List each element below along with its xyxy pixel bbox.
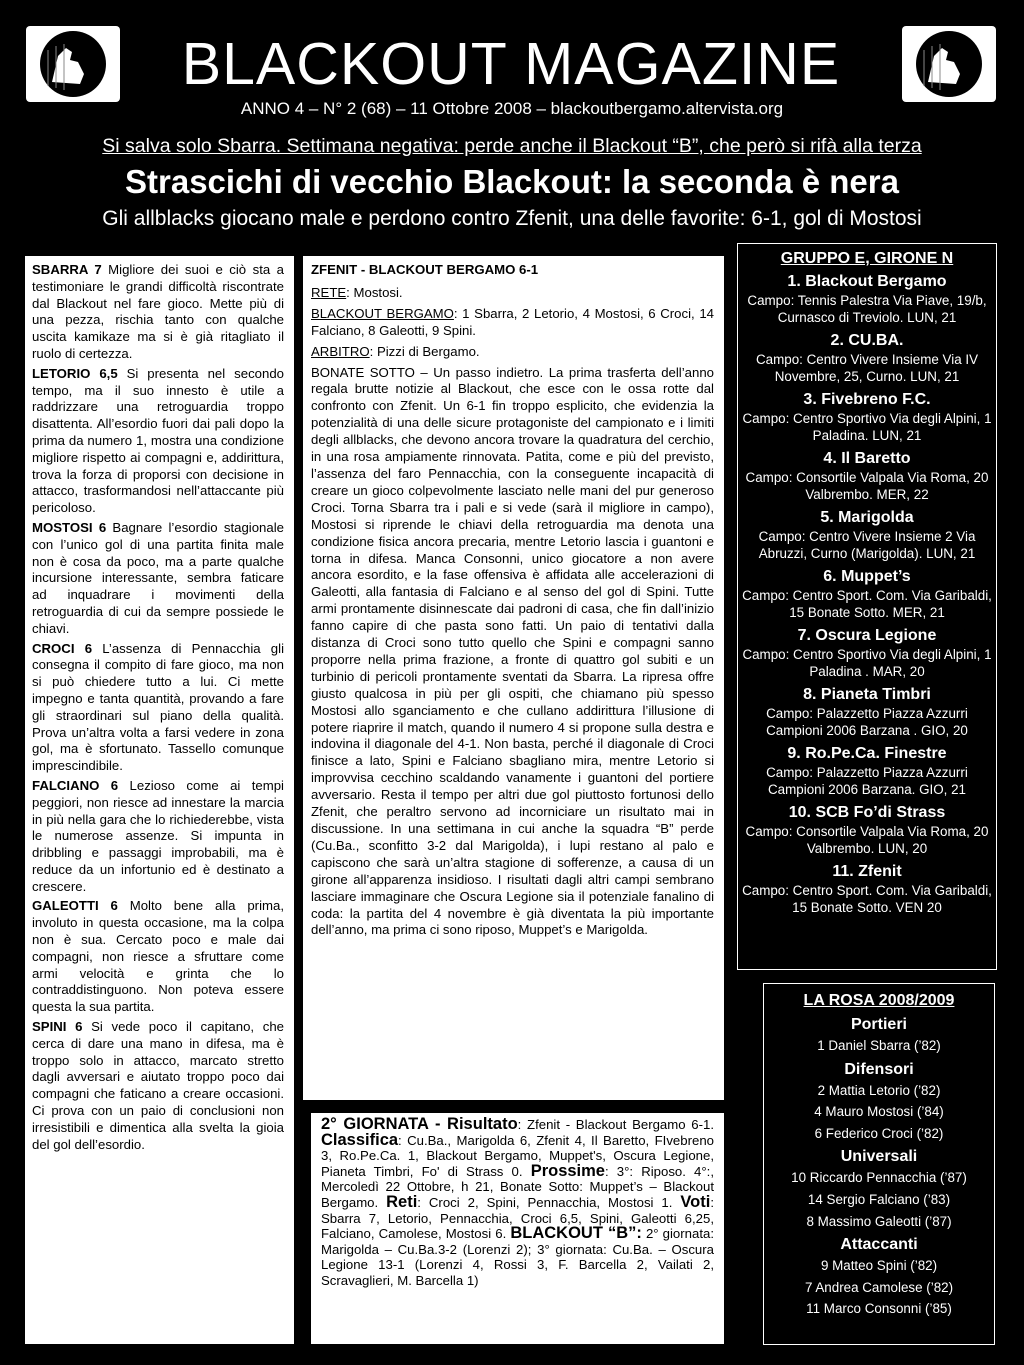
match-article	[303, 256, 724, 1100]
round-value: : Zfenit - Blackout Bergamo 6-1.	[517, 1117, 715, 1132]
rete-value: : Mostosi.	[346, 284, 403, 300]
rating-text: Si presenta nel secondo tempo, ma il suo innesto è utile a raddrizzare una retroguardia troppo disattenta. All’esordio fuori dai pali dopo la prima da numero 1, mostra una condizione migliore rispetto ai compagni e, addirittura, trova la forza di proporsi con decisione in attacco, trasformandosi nell’attaccante più pericoloso.	[32, 365, 284, 516]
team-name: 10. SCB Fo’di Strass	[788, 804, 946, 821]
team-name: 6. Muppet’s	[823, 568, 911, 585]
referee-label: ARBITRO	[311, 343, 370, 359]
team-name: 8. Pianeta Timbri	[803, 686, 931, 703]
team-name: 4. Il Baretto	[823, 450, 911, 467]
team-name: 5. Marigolda	[820, 509, 914, 526]
team-name: 1. Blackout Bergamo	[787, 273, 947, 290]
rating-name: GALEOTTI 6	[32, 898, 118, 914]
next-matches-label: Prossime	[530, 1161, 605, 1180]
blackout-logo-icon	[902, 26, 996, 102]
role-heading: Difensori	[844, 1060, 914, 1078]
referee-value: : Pizzi di Bergamo.	[369, 343, 480, 359]
rating-name: FALCIANO 6	[32, 777, 119, 793]
team-b-value: 2° giornata: Marigolda – Cu.Ba.3-2 (Lorenzi 2); 3° giornata: Cu.Ba. – Oscura Legione 13-1 (Lorenzi 4, Rossi 3, F. Barcella 2, Vailati 2, Scravaglieri, M. Barcella 1)	[321, 1226, 714, 1288]
rating-item	[32, 366, 284, 517]
rating-name: SBARRA 7	[32, 262, 102, 277]
player-entry: 10 Riccardo Pennacchia (’87)	[791, 1170, 967, 1186]
rating-name: CROCI 6	[32, 640, 93, 656]
team-entry	[741, 331, 993, 385]
team-entry	[741, 449, 993, 503]
team-name: 2. CU.BA.	[830, 332, 904, 349]
standings-label: Classifica	[321, 1130, 399, 1149]
rating-text: Molto bene alla prima, involuto in questa occasione, ma la colpa non è sua. Cercato poco e male dai compagni, non riesce a sfruttare come armi velocità e grinta che lo contraddistinguono. Non poteva essere questa la sua partita.	[32, 898, 284, 1015]
rating-text: Lezioso come ai tempi peggiori, non riesce ad innestare la marcia in più nella gara che lo richiederebbe, vista le numerose assenze. Si impunta in dribbling e passaggi improbabili, ma è reduce da un infortunio ed è destinato a crescere.	[32, 777, 284, 894]
votes-value: : Sbarra 7, Letorio, Pennacchia, Croci 6,5, Spini, Galeotti 6,25, Falciano, Camolese, Mostosi 6.	[321, 1194, 714, 1242]
rete-label: RETE	[311, 284, 347, 300]
team-entry	[741, 862, 993, 916]
team-venue: Campo: Centro Sport. Com. Via Garibaldi, 15 Bonate Sotto. MER, 21	[742, 588, 992, 620]
rating-name: MOSTOSI 6	[32, 519, 107, 535]
team-entry	[741, 390, 993, 444]
rating-text: Migliore dei suoi e ciò sta a testimoniare le grandi difficoltà riscontrate dal Blackout nel fare gioco. Mette più di una pezza, rischia tanto con qualche uscita kamikaze ma si è già ritagliato il ruolo di certezza.	[32, 262, 284, 361]
rating-name: LETORIO 6,5	[32, 365, 118, 381]
standings-value: : Cu.Ba., Marigolda 6, Zfenit 4, Il Baretto, FIvebreno 3, Ro.Pe.Ca. 1, Blackout Bergamo, Muppet's, Oscura Legione, Pianeta Timbri, Fo' di Strass 0.	[321, 1132, 714, 1179]
rating-text: Bagnare l’esordio stagionale con l’unico gol di una partita finita male non è cosa da poco, ma a parte qualche incursione interessante, sembra faticare ad inquadrare i movimenti della retroguardia di cui da sempre possiede le chiavi.	[32, 519, 284, 636]
goals-value: : Croci 2, Spini, Pennacchia, Mostosi 1.	[417, 1194, 681, 1210]
player-entry: 11 Marco Consonni (’85)	[806, 1301, 952, 1317]
team-entry	[741, 803, 993, 857]
team-name: 9. Ro.Pe.Ca. Finestre	[787, 745, 947, 762]
team-b-label: BLACKOUT “B”:	[510, 1224, 642, 1243]
player-entry: 7 Andrea Camolese (’82)	[804, 1279, 954, 1295]
rating-item	[32, 778, 284, 896]
player-entry: 2 Mattia Letorio (’82)	[817, 1082, 941, 1098]
blackout-logo-icon	[26, 26, 120, 102]
group-title: GRUPPO E, GIRONE N	[780, 250, 954, 267]
article-body: BONATE SOTTO – Un passo indietro. La prima trasferta dell’anno regala brutte notizie al Blackout, che esce con le ossa rotte dal confronto con Zfenit. Un 6-1 fin troppo esplicito, che evidenzia la potenzialità di una delle sicure protagoniste del campionato e i limiti degli allblacks, che devono ancora trovare la quadratura del cerchio, in una rosa ampiamente rinnovata. Patita, come e più del previsto, l’assenza del faro Pennacchia, con la conseguente incapacità di creare un gioco colpevolmente lasciato nelle mani del pur generoso Croci. Torna Sbarra tra i pali e si vede (sarà il migliore in campo), Mostosi si riprende le chiavi della retroguardia ma denota una condizione fisica ancora precaria, mentre Letorio lascia i guantoni e torna in difesa. Manca Consonni, unico giocatore a non avere ancora esordito, e la fase offensiva è affidata alle accelerazioni di Galeotti, alla fantasia di Falciano e al senso del gol di Spini. Tutte armi prontamente disinnescate dai padroni di casa, che fin dall’inizio fanno capire di che pasta sono fatti. Un paio di tentativi dalla distanza di Croci sono tutto quello che Spini e compagni sanno proporre nella prima frazione, a fronte di quattro gol subiti e un turbinio di pericoli prontamente sventati da Sbarra. La ripresa offre giusto qualcosa in più per gli ospiti, che chiamano più spesso Mostosi allo sganciamento e che cullano addirittura l’illusione di potere riaprire il match, quando il numero 4 si propone sulla destra e indovina il diagonale del 4-1. Non basta, perché il diagonale di Croci finisce a lato, Spini e Falciano sbagliano mira, mentre Letorio si improvvisa cecchino scaldando vanamente i guantoni del portiere avversario. Resta il tempo per altri due gol piuttosto fortunosi dello Zfenit, che peraltro servono ad incorniciare un risultato mai in discussione. In una settimana in cui anche la squadra “B” perde (Cu.Ba., sconfitto 3-2 dal Marigolda), i lupi restano al palo e capiscono che sarà un’altra stagione di sofferenze, a causa di un girone all’apparenza insidioso. I risultati dagli altri campi sembrano lasciare immaginare che Oscura Legione sia il potenziale fanalino di coda: la partita del 4 novembre è già diventata la più importante dell’anno, ma prima ci sono riposo, Muppet’s e Marigolda.	[311, 364, 714, 938]
role-heading: Attaccanti	[840, 1236, 918, 1254]
roster-title: LA ROSA 2008/2009	[803, 992, 955, 1009]
lineup-label: BLACKOUT BERGAMO	[311, 305, 454, 321]
match-title: ZFENIT - BLACKOUT BERGAMO 6-1	[311, 262, 539, 277]
round-label: 2° GIORNATA - Risultato	[321, 1115, 518, 1133]
headline: Strascichi di vecchio Blackout: la seconda è nera	[125, 163, 899, 200]
player-ratings-column	[25, 256, 294, 1344]
player-entry: 8 Massimo Galeotti (’87)	[806, 1213, 952, 1229]
team-name: 7. Oscura Legione	[797, 627, 937, 644]
team-entry	[741, 508, 993, 562]
team-entry	[741, 744, 993, 798]
team-venue: Campo: Palazzetto Piazza Azzurri Campioni 2006 Barzana . GIO, 20	[766, 706, 968, 738]
player-entry: 9 Matteo Spini (’82)	[820, 1258, 938, 1274]
team-venue: Campo: Consortile Valpala Via Roma, 20 Valbrembo. MER, 22	[745, 470, 989, 502]
team-name: 3. Fivebreno F.C.	[803, 391, 931, 408]
team-venue: Campo: Tennis Palestra Via Piave, 19/b, Curnasco di Treviolo. LUN, 21	[747, 293, 987, 325]
team-entry	[741, 685, 993, 739]
next-matches-value: : 3°: Riposo. 4°:, Mercoledì 22 Ottobre, h 21, Bonate Sotto: Muppet’s – Blackout Bergamo.	[321, 1163, 714, 1210]
votes-label: Voti	[680, 1192, 711, 1211]
rating-item	[32, 641, 284, 775]
rating-text: Si vede poco il capitano, che cerca di dare una mano in difesa, ma è troppo solo in attacco, marcato stretto dagli avversari e aiutato troppo poco dai compagni che faticano a creare occasioni. Ci prova con un paio di conclusioni non irresistibili e dimentica alla svelta la gioia del gol dell’esordio.	[32, 1019, 284, 1152]
role-heading: Portieri	[850, 1016, 907, 1033]
masthead-title: BLACKOUT MAGAZINE	[181, 31, 841, 97]
roster-box	[763, 983, 995, 1345]
issue-line: ANNO 4 – N° 2 (68) – 11 Ottobre 2008 – blackoutbergamo.altervista.org	[240, 99, 784, 118]
team-venue: Campo: Centro Vivere Insieme Via IV Novembre, 25, Curno. LUN, 21	[755, 352, 979, 384]
goals-label: Reti	[386, 1192, 418, 1211]
player-entry: 6 Federico Croci (’82)	[814, 1125, 944, 1141]
player-entry: 1 Daniel Sbarra (’82)	[817, 1038, 941, 1053]
team-venue: Campo: Centro Sportivo Via degli Alpini, 1 Paladina. LUN, 21	[742, 411, 992, 443]
team-entry	[741, 272, 993, 326]
rating-item	[32, 262, 284, 363]
rating-item	[32, 898, 284, 1016]
rating-item	[32, 1019, 284, 1153]
rating-item	[32, 520, 284, 638]
team-entry	[741, 567, 993, 621]
group-standings-box	[737, 243, 997, 970]
role-heading: Universali	[840, 1148, 918, 1166]
rating-text: L’assenza di Pennacchia gli consegna il compito di fare gioco, ma non si può chiedere tutto a lui. Ci mette impegno e tanta quantità, provando a fare gli straordinari sul piano della qualità. Prova un’altra volta a farsi vedere in zona gol, ma è sfortunato. Tassello comunque imprescindibile.	[32, 640, 284, 774]
rating-name: SPINI 6	[32, 1019, 83, 1035]
team-venue: Campo: Consortile Valpala Via Roma, 20 Valbrembo. LUN, 20	[745, 824, 989, 856]
team-entry	[741, 626, 993, 680]
subhead: Gli allblacks giocano male e perdono contro Zfenit, una delle favorite: 6-1, gol di Mostosi	[102, 207, 922, 230]
lineup-value: : 1 Sbarra, 2 Letorio, 4 Mostosi, 6 Croci, 14 Falciano, 8 Galeotti, 9 Spini.	[311, 305, 714, 338]
team-venue: Campo: Centro Vivere Insieme 2 Via Abruzzi, Curno (Marigolda). LUN, 21	[758, 529, 976, 561]
results-box	[311, 1113, 724, 1344]
team-venue: Campo: Centro Sport. Com. Via Garibaldi, 15 Bonate Sotto. VEN 20	[742, 883, 992, 915]
kicker: Si salva solo Sbarra. Settimana negativa: perde anche il Blackout “B”, che però si rifà alla terza	[102, 135, 922, 157]
team-venue: Campo: Centro Sportivo Via degli Alpini, 1 Paladina . MAR, 20	[742, 647, 992, 679]
team-name: 11. Zfenit	[832, 863, 902, 880]
player-entry: 4 Mauro Mostosi (’84)	[814, 1104, 944, 1120]
team-venue: Campo: Palazzetto Piazza Azzurri Campioni 2006 Barzana. GIO, 21	[766, 765, 968, 797]
player-entry: 14 Sergio Falciano (’83)	[807, 1191, 951, 1207]
